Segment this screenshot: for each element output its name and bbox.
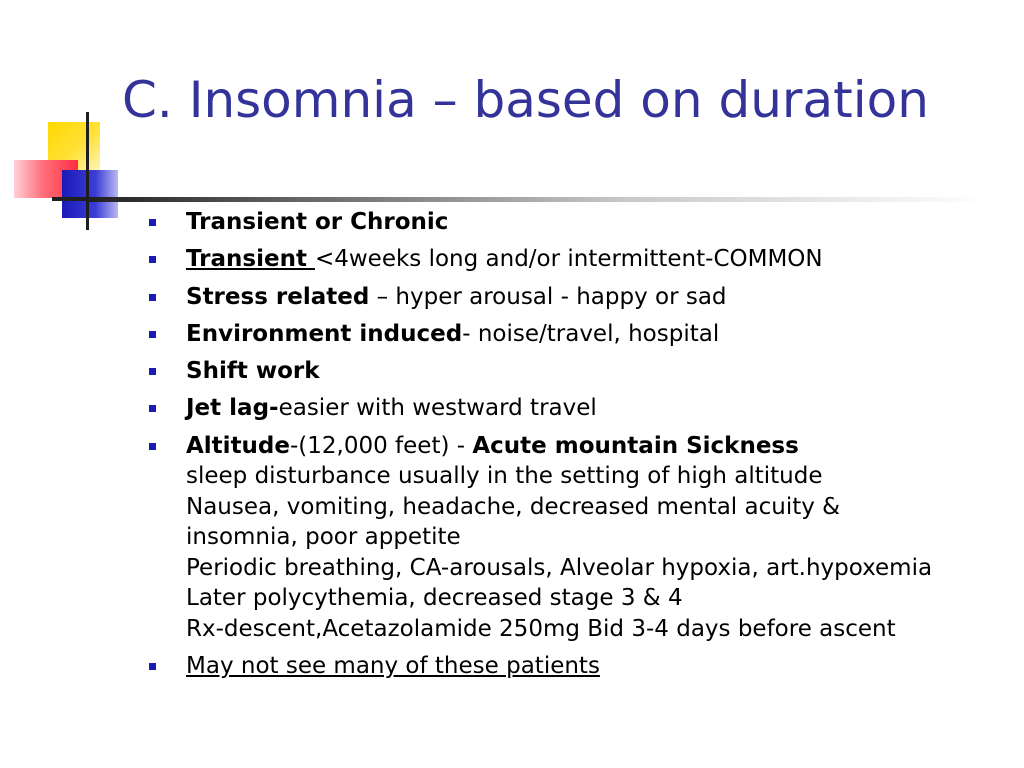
bullet-item xyxy=(146,282,1016,313)
bullet-bold-text: Stress related xyxy=(186,283,370,310)
bullet-bold-text: Environment induced xyxy=(186,320,463,347)
bullet-bold-text: Acute mountain Sickness xyxy=(472,432,799,459)
bullet-item xyxy=(146,207,1016,238)
bullet-text: -(12,000 feet) - xyxy=(290,432,473,459)
bullet-bold-text: Altitude xyxy=(186,432,290,459)
bullet-list xyxy=(146,207,1016,688)
bullet-text: easier with westward travel xyxy=(278,395,597,422)
logo-horizontal-line xyxy=(52,197,92,201)
title-divider xyxy=(88,197,988,202)
bullet-square-icon xyxy=(149,331,156,338)
sub-line: sleep disturbance usually in the setting of high altitude xyxy=(186,463,823,490)
sub-line: Periodic breathing, CA-arousals, Alveolar hypoxia, art.hypoxemia xyxy=(186,554,933,581)
bullet-text: - noise/travel, hospital xyxy=(462,320,720,347)
bullet-underlined-text: May not see many of these patients xyxy=(186,653,600,680)
bullet-item xyxy=(146,431,1016,645)
sub-line: Later polycythemia, decreased stage 3 & 4 xyxy=(186,585,683,612)
blue-square xyxy=(62,170,118,218)
bullet-square-icon xyxy=(149,294,156,301)
logo-vertical-line xyxy=(86,112,89,230)
bullet-item xyxy=(146,356,1016,387)
bullet-bold-text: Transient or Chronic xyxy=(186,209,449,235)
sub-line: Rx-descent,Acetazolamide 250mg Bid 3-4 days before ascent xyxy=(186,615,896,642)
bullet-text: <4weeks long and/or intermittent-COMMON xyxy=(314,246,823,273)
bullet-item xyxy=(146,244,1016,275)
bullet-item xyxy=(146,393,1016,424)
bullet-text: – hyper arousal - happy or sad xyxy=(369,283,727,310)
bullet-item xyxy=(146,651,1016,682)
bullet-square-icon xyxy=(149,405,156,412)
sub-line: Nausea, vomiting, headache, decreased mental acuity & xyxy=(186,493,841,520)
bullet-square-icon xyxy=(149,663,156,670)
bullet-bold-text: Jet lag- xyxy=(186,395,279,422)
bullet-square-icon xyxy=(149,443,156,450)
bullet-bold-underlined-text: Transient xyxy=(186,246,315,273)
slide-title: C. Insomnia – based on duration xyxy=(122,71,929,129)
sub-line: insomnia, poor appetite xyxy=(186,524,461,551)
bullet-square-icon xyxy=(149,219,156,226)
bullet-square-icon xyxy=(149,368,156,375)
bullet-item xyxy=(146,319,1016,350)
bullet-square-icon xyxy=(149,256,156,263)
bullet-bold-text: Shift work xyxy=(186,358,320,385)
